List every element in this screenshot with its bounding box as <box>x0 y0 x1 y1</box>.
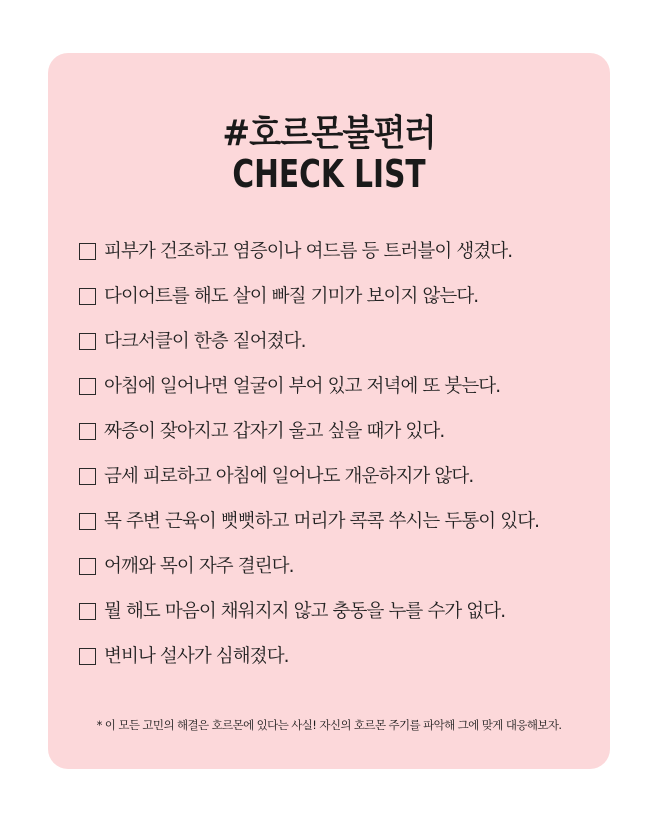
checkbox[interactable] <box>79 468 96 485</box>
checklist-item[interactable] <box>79 554 539 599</box>
checklist-item-label: 피부가 건조하고 염증이나 여드름 등 트러블이 생겼다. <box>104 241 513 262</box>
checklist-item[interactable] <box>79 419 539 464</box>
checkbox[interactable] <box>79 513 96 530</box>
checklist-item-label: 뭘 해도 마음이 채워지지 않고 충동을 누를 수가 없다. <box>104 601 506 622</box>
checklist-item-label: 다크서클이 한층 짙어졌다. <box>104 331 306 352</box>
title-hashtag: #호르몬불편러 <box>222 113 436 154</box>
checklist-item[interactable] <box>79 329 539 374</box>
checkbox[interactable] <box>79 378 96 395</box>
checklist <box>79 239 539 689</box>
checkbox[interactable] <box>79 648 96 665</box>
footnote: * 이 모든 고민의 해결은 호르몬에 있다는 사실! 자신의 호르몬 주기를 파악해 그에 맞게 대응해보자. <box>96 718 562 732</box>
checklist-item[interactable] <box>79 599 539 644</box>
checklist-item[interactable] <box>79 464 539 509</box>
checklist-item[interactable] <box>79 239 539 284</box>
checklist-item[interactable] <box>79 644 539 689</box>
checklist-item-label: 어깨와 목이 자주 결린다. <box>104 556 294 577</box>
checklist-item-label: 짜증이 잦아지고 갑자기 울고 싶을 때가 있다. <box>104 421 445 442</box>
checklist-item-label: 아침에 일어나면 얼굴이 부어 있고 저녁에 또 붓는다. <box>104 376 501 397</box>
checkbox[interactable] <box>79 423 96 440</box>
checkbox[interactable] <box>79 243 96 260</box>
checkbox[interactable] <box>79 558 96 575</box>
checkbox[interactable] <box>79 603 96 620</box>
checklist-item-label: 다이어트를 해도 살이 빠질 기미가 보이지 않는다. <box>104 286 479 307</box>
checkbox[interactable] <box>79 288 96 305</box>
checkbox[interactable] <box>79 333 96 350</box>
checklist-item[interactable] <box>79 374 539 419</box>
checklist-item[interactable] <box>79 509 539 554</box>
checklist-item-label: 목 주변 근육이 뻣뻣하고 머리가 콕콕 쑤시는 두통이 있다. <box>104 511 540 532</box>
checklist-item-label: 금세 피로하고 아침에 일어나도 개운하지가 않다. <box>104 466 474 487</box>
checklist-item-label: 변비나 설사가 심해졌다. <box>104 646 289 667</box>
checklist-card <box>48 53 610 769</box>
title-check-list: CHECK LIST <box>232 152 426 196</box>
checklist-item[interactable] <box>79 284 539 329</box>
